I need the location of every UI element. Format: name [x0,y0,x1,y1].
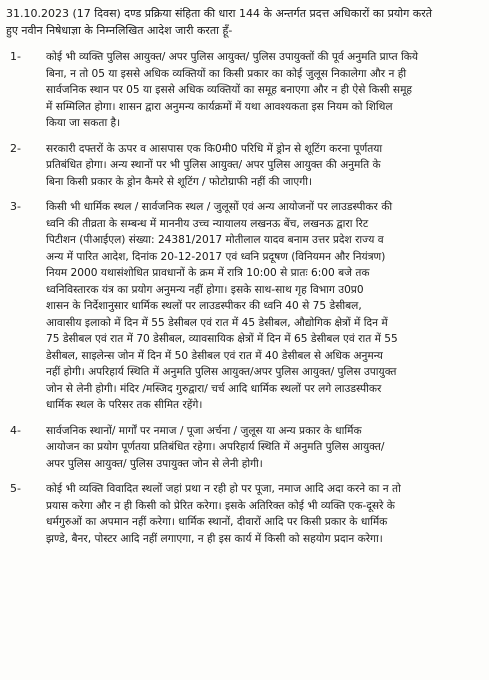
item-line: झण्डे, बैनर, पोस्टर आदि नहीं लगाएगा, न ही इस कार्य में किसी को सहयोग प्रदान करेगा। [46,532,383,545]
intro-paragraph [6,6,479,39]
item-line: बिना किसी प्रकार के ड्रोन कैमरे से शूटिंग / फोटोग्राफी नहीं की जाएगी। [46,175,313,188]
item-body [46,49,479,132]
order-item-3 [6,199,479,414]
intro-line: 31.10.2023 (17 दिवस) दण्ड प्रक्रिया संहिता की धारा 144 के अन्तर्गत प्रदत्त अधिकारों का प्रयोग करते [6,7,433,20]
item-body [46,141,479,191]
item-line: कोई भी व्यक्ति विवादित स्थलों जहां प्रथा न रही हो पर पूजा, नमाज आदि अदा करने का न तो [46,483,401,495]
item-line: ध्वनि की तीव्रता के सम्बन्ध में माननीय उच्च न्यायालय लखनऊ बेंच, लखनऊ द्वारा रिट [46,217,369,230]
item-line: में सम्मिलित होगा। शासन द्वारा अनुमन्य कार्यक्रमों में यथा आवश्यकता इस नियम को शिथिल [46,100,393,113]
item-line: जोन से लेनी होगी। मंदिर /मस्जिद गुरुद्वारा/ चर्च आदि धार्मिक स्थलों पर लगे लाउडस्पीकर [46,382,382,395]
item-line: अन्य में पारित आदेश, दिनांक 20-12-2017 एवं ध्वनि प्रदूषण (विनियमन और नियंत्रण) [46,250,386,263]
item-line: शासन के निर्देशानुसार धार्मिक स्थलों पर लाउडस्पीकर की ध्वनि 40 से 75 डेसीबल, [46,300,362,312]
item-line: किया जा सकता है। [46,117,121,129]
item-line: धार्मिक स्थल के परिसर तक सीमित रहेंगे। [46,399,203,411]
item-number: 3- [10,200,21,213]
item-line: नियम 2000 यथासंशोधित प्रावधानों के क्रम में रात्रि 10:00 से प्रातः 6:00 बजे तक [46,267,370,279]
item-number: 1- [10,50,21,63]
item-number: 5- [10,482,21,495]
item-line: आवासीय इलाको में दिन में 55 डेसीबल एवं रात में 45 डेसीबल, औद्योगिक क्षेत्रों में दिन में [46,316,388,329]
order-item-5 [6,481,479,547]
item-line: नहीं होगी। अपरिहार्य स्थिति में अनुमति पुलिस आयुक्त/अपर पुलिस आयुक्त/ पुलिस उपायुक्त [46,366,397,378]
item-body [46,423,479,473]
item-line: सार्वजनिक स्थानों/ मार्गों पर नमाज / पूजा अर्चना / जुलूस या अन्य प्रकार के धार्मिक [46,424,362,437]
item-line: बिना, न तो 05 या इससे अधिक व्यक्तियों का किसी प्रकार का कोई जुलूस निकालेगा और न ही [46,67,407,80]
item-body [46,481,479,547]
item-line: प्रयास करेगा और न ही किसी को प्रेरित करेगा। इसके अतिरिक्त कोई भी व्यक्ति एक-दूसरे के [46,499,395,512]
item-line: किसी भी धार्मिक स्थल / सार्वजनिक स्थल / जुलूसों एवं अन्य आयोजनों पर लाउडस्पीकर की [46,201,393,213]
item-line: सरकारी दफ्तरों के ऊपर व आसपास एक कि0मी0 परिधि में ड्रोन से शूटिंग करना पूर्णतया [46,142,383,155]
item-line: प्रतिबंधित होगा। अन्य स्थानों पर भी पुलिस आयुक्त/ अपर पुलिस आयुक्त की अनुमति के [46,159,381,171]
item-body [46,199,479,414]
item-line: कोई भी व्यक्ति पुलिस आयुक्त/ अपर पुलिस आयुक्त/ पुलिस उपायुक्तों की पूर्व अनुमति प्राप्त किये [46,51,419,63]
item-line: डेसीबल, साइलेन्स जोन में दिन में 50 डेसीबल एवं रात में 40 डेसीबल से अधिक अनुमन्य [46,349,383,362]
order-item-2 [6,141,479,191]
item-number: 2- [10,141,21,155]
item-line: 75 डेसीबल एवं रात में 70 डेसीबल, व्यावसायिक क्षेत्रों में दिन में 65 डेसीबल एवं रात में 55 [46,333,398,345]
item-line: पिटीशन (पीआईएल) संख्या: 24381/2017 मोतीलाल यादव बनाम उत्तर प्रदेश राज्य व [46,234,384,246]
item-line: धर्मगुरुओं का अपमान नहीं करेगा। धार्मिक स्थानों, दीवारों आदि पर किसी प्रकार के धार्मिक [46,516,388,528]
order-item-4 [6,423,479,473]
item-line: आयोजन का प्रयोग पूर्णतया प्रतिबंधित रहेगा। अपरिहार्य स्थिति में अनुमति पुलिस आयुक्त/ [46,441,385,453]
order-item-1 [6,49,479,132]
item-line: सार्वजनिक स्थान पर 05 या इससे अधिक व्यक्तियों का समूह बनाएगा और न ही ऐसे किसी समूह [46,84,413,96]
item-number: 4- [10,423,21,437]
intro-line: हुए नवीन निषेधाज्ञा के निम्नलिखित आदेश जारी करता हूँ- [6,23,233,37]
item-line: ध्वनिविस्तारक यंत्र का प्रयोग अनुमन्य नहीं होगा। इसके साथ-साथ गृह विभाग उ0प्र0 [46,283,364,296]
item-line: अपर पुलिस आयुक्त/ पुलिस उपायुक्त जोन से लेनी होगी। [46,457,263,470]
